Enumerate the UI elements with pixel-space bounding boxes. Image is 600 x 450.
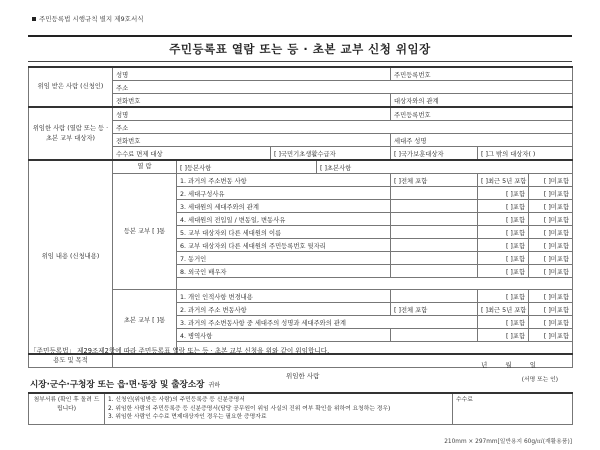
date-line[interactable]: 년 월 일	[481, 361, 544, 369]
abstract-item: 2. 과거의 주소 변동사항	[177, 303, 391, 316]
attachment-item: 1. 신청인(위임받은 사람)의 주민등록증 등 신분증명서	[108, 397, 245, 403]
purpose-label: 용도 및 목적	[29, 354, 113, 368]
delegate-phone-field[interactable]: 전화번호	[113, 94, 391, 108]
include-option[interactable]: [ ]포함	[478, 239, 529, 252]
attachment-item: 3. 위임한 사람인 수수료 면제대상자인 경우는 필요한 증명자료	[108, 414, 267, 420]
copy-item: 8. 외국인 배우자	[177, 265, 391, 278]
delegate-label: 위임 받은 사람 (신청인)	[29, 67, 113, 107]
square-bullet-icon	[32, 17, 36, 21]
form-title: 주민등록표 열람 또는 등 · 초본 교부 신청 위임장	[28, 35, 572, 62]
copy-item: 7. 동거인	[177, 252, 391, 265]
delegator-head-field[interactable]: 세대주 성명	[391, 134, 573, 147]
exclude-option[interactable]: [ ]미포함	[529, 187, 573, 200]
content-label: 위임 내용 (신청내용)	[29, 160, 113, 354]
include-option[interactable]: [ ]포함	[478, 200, 529, 213]
fee-exempt-label: 수수료 면제 대상	[113, 147, 271, 161]
exclude-option[interactable]: [ ]미포함	[529, 200, 573, 213]
view-option-copy[interactable]: [ ]등본사항	[177, 160, 317, 174]
attachments-table	[28, 392, 573, 425]
delegate-address-field[interactable]: 주소	[113, 81, 573, 94]
abstract-item: 4. 병역사항	[177, 329, 391, 342]
include-option[interactable]: [ ]포함	[478, 316, 529, 329]
address-option-all[interactable]: [ ]전체 포함	[391, 174, 478, 187]
address-option-none[interactable]: [ ]미포함	[529, 303, 573, 316]
exclude-option[interactable]: [ ]미포함	[529, 316, 573, 329]
include-option[interactable]: [ ]포함	[478, 252, 529, 265]
abstract-item: 3. 과거의 주소변동사항 중 세대주의 성명과 세대주와의 관계	[177, 316, 478, 329]
delegator-rrn-field[interactable]: 주민등록번호	[391, 107, 573, 121]
include-option[interactable]: [ ]포함	[478, 290, 529, 303]
copy-item: 1. 과거의 주소변동 사항	[177, 174, 391, 187]
include-option[interactable]: [ ]포함	[478, 213, 529, 226]
application-table	[28, 66, 573, 368]
address-option-5years[interactable]: [ ]최근 5년 포함	[478, 174, 529, 187]
delegator-label: 위임한 사람 (열람 또는 등 · 초본 교부 대상자)	[29, 107, 113, 160]
exclude-option[interactable]: [ ]미포함	[529, 226, 573, 239]
sign-hint[interactable]: (서명 또는 인)	[521, 377, 558, 383]
attachments-list	[105, 393, 453, 424]
exclude-option[interactable]: [ ]미포함	[529, 329, 573, 342]
address-option-none[interactable]: [ ]미포함	[529, 174, 573, 187]
include-option[interactable]: [ ]포함	[478, 329, 529, 342]
fee-option-other[interactable]: [ ]그 밖의 대상자( )	[478, 147, 573, 161]
form-number: 주민등록법 시행규칙 별지 제9호서식	[32, 14, 144, 23]
include-option[interactable]: [ ]포함	[478, 226, 529, 239]
fee-box: 수수료	[453, 393, 573, 424]
delegate-name-field[interactable]: 성명	[113, 67, 391, 81]
delegator-name-field[interactable]: 성명	[113, 107, 391, 121]
fee-option-basic-livelihood[interactable]: [ ]국민기초생활수급자	[271, 147, 391, 161]
copy-item: 6. 교부 대상자외 다른 세대원의 주민등록번호 뒷자리	[177, 239, 391, 252]
view-option-abstract[interactable]: [ ]초본사항	[317, 160, 573, 174]
attachments-label: 첨부서류 (확인 후 돌려 드립니다)	[29, 393, 105, 424]
paper-spec: 210mm × 297mm[일반용지 60g/㎡(재활용품)]	[444, 439, 572, 445]
address-option-5years[interactable]: [ ]최근 5년 포함	[478, 303, 529, 316]
copy-item: 3. 세대원의 세대주와의 관계	[177, 200, 391, 213]
abstract-item: 1. 개인 인적사항 변경내용	[177, 290, 391, 303]
copy-item: 4. 세대원의 전입일 / 변동일, 변동사유	[177, 213, 391, 226]
exclude-option[interactable]: [ ]미포함	[529, 290, 573, 303]
addressee-suffix: 귀하	[208, 382, 221, 389]
fee-option-veterans[interactable]: [ ]국가보훈대상자	[391, 147, 478, 161]
exclude-option[interactable]: [ ]미포함	[529, 239, 573, 252]
copy-item: 2. 세대구성사유	[177, 187, 391, 200]
delegate-rrn-field[interactable]: 주민등록번호	[391, 67, 573, 81]
address-option-all[interactable]: [ ]전체 포함	[391, 303, 478, 316]
abstract-issue-label[interactable]: 초본 교부 [ ]통	[113, 290, 177, 354]
delegator-address-field[interactable]: 주소	[113, 121, 573, 134]
form-page	[28, 8, 572, 444]
exclude-option[interactable]: [ ]미포함	[529, 265, 573, 278]
delegate-relation-field[interactable]: 대상자와의 관계	[391, 94, 573, 108]
copy-issue-label[interactable]: 등본 교부 [ ]통	[113, 174, 177, 290]
view-label: 열 람	[113, 160, 177, 174]
exclude-option[interactable]: [ ]미포함	[529, 252, 573, 265]
delegator-phone-field[interactable]: 전화번호	[113, 134, 391, 147]
delegator-sign-label: 위임한 사람	[286, 372, 320, 380]
include-option[interactable]: [ ]포함	[478, 187, 529, 200]
attachment-item: 2. 위임한 사람의 주민등록증 등 신분증명서(담당 공무원이 위임 사실의 진위 여부 확인을 위하여 요청하는 경우)	[108, 405, 391, 412]
include-option[interactable]: [ ]포함	[478, 265, 529, 278]
exclude-option[interactable]: [ ]미포함	[529, 213, 573, 226]
addressee	[30, 378, 220, 390]
delegation-statement: 「주민등록법」 제29조제2항에 따라 주민등록표 열람 또는 등 · 초본 교부 신청을 위와 같이 위임합니다.	[30, 347, 330, 355]
copy-item: 5. 교부 대상자외 다른 세대원의 이름	[177, 226, 391, 239]
addressee-text: 시장·군수·구청장 또는 읍·면·동장 및 출장소장	[30, 380, 205, 390]
